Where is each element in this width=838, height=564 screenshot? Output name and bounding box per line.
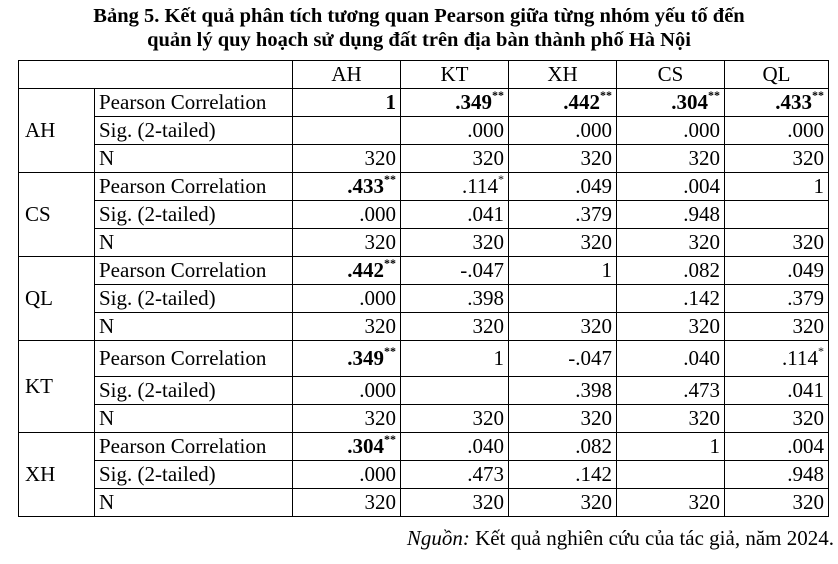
value-cell [509, 145, 617, 173]
value-cell [509, 489, 617, 517]
value-cell [401, 405, 509, 433]
value-cell [293, 145, 401, 173]
cell-value: 320 [364, 146, 396, 170]
value-cell [509, 229, 617, 257]
value-cell [401, 229, 509, 257]
row-label: Pearson Correlation [95, 257, 293, 285]
value-cell [401, 201, 509, 229]
value-cell [617, 89, 725, 117]
value-cell [725, 89, 829, 117]
value-cell [509, 433, 617, 461]
value-cell [401, 285, 509, 313]
value-cell [509, 201, 617, 229]
significance-marker: ** [492, 88, 504, 102]
cell-value: 320 [688, 490, 720, 514]
cell-value: 320 [364, 314, 396, 338]
row-label: N [95, 489, 293, 517]
cell-value: 320 [792, 406, 824, 430]
group-label: CS [19, 173, 95, 257]
value-cell [725, 341, 829, 377]
cell-value: 320 [580, 314, 612, 338]
cell-value: -.047 [460, 258, 504, 282]
cell-value: -.047 [568, 346, 612, 370]
significance-marker: ** [384, 432, 396, 446]
value-cell [293, 341, 401, 377]
cell-value: .000 [787, 118, 824, 142]
value-cell [509, 257, 617, 285]
significance-marker: ** [384, 256, 396, 270]
cell-value: .041 [467, 202, 504, 226]
value-cell [293, 229, 401, 257]
header-xh: XH [509, 61, 617, 89]
table-title-line-2: quản lý quy hoạch sử dụng đất trên địa bàn thành phố Hà Nội [147, 29, 691, 51]
cell-value: .040 [683, 346, 720, 370]
cell-value: 320 [472, 490, 504, 514]
value-cell [401, 489, 509, 517]
value-cell [401, 89, 509, 117]
value-cell [509, 405, 617, 433]
cell-value: 320 [688, 314, 720, 338]
value-cell [725, 461, 829, 489]
header-cs: CS [617, 61, 725, 89]
value-cell [617, 313, 725, 341]
row-label: N [95, 313, 293, 341]
value-cell [617, 461, 725, 489]
table-title-line-1: Bảng 5. Kết quả phân tích tương quan Pearson giữa từng nhóm yếu tố đến [93, 5, 745, 27]
value-cell [725, 285, 829, 313]
cell-value: .398 [575, 378, 612, 402]
cell-value: .304 [671, 90, 708, 114]
cell-value: 320 [792, 314, 824, 338]
cell-value: .349 [455, 90, 492, 114]
value-cell [617, 145, 725, 173]
value-cell [617, 229, 725, 257]
value-cell [509, 377, 617, 405]
value-cell [725, 433, 829, 461]
value-cell [293, 201, 401, 229]
significance-marker: * [498, 172, 504, 186]
table-row [19, 313, 829, 341]
cell-value: .349 [347, 346, 384, 370]
value-cell [401, 433, 509, 461]
cell-value: 320 [580, 406, 612, 430]
value-cell [617, 173, 725, 201]
cell-value: .004 [683, 174, 720, 198]
cell-value: .000 [575, 118, 612, 142]
row-label: N [95, 405, 293, 433]
value-cell [617, 341, 725, 377]
value-cell [293, 461, 401, 489]
cell-value: .379 [787, 286, 824, 310]
source-note [407, 526, 834, 551]
row-label: Pearson Correlation [95, 341, 293, 377]
cell-value: .433 [347, 174, 384, 198]
table-row [19, 285, 829, 313]
cell-value: 320 [580, 230, 612, 254]
value-cell [293, 117, 401, 145]
value-cell [617, 489, 725, 517]
group-label: KT [19, 341, 95, 433]
cell-value: 320 [472, 230, 504, 254]
row-label: Sig. (2-tailed) [95, 377, 293, 405]
cell-value: .114 [462, 174, 498, 198]
cell-value: 320 [688, 406, 720, 430]
value-cell [401, 461, 509, 489]
cell-value: .142 [683, 286, 720, 310]
table-row [19, 173, 829, 201]
value-cell [509, 313, 617, 341]
cell-value: 320 [472, 146, 504, 170]
cell-value: 1 [813, 174, 824, 198]
row-label: Sig. (2-tailed) [95, 285, 293, 313]
cell-value: .114 [782, 346, 818, 370]
value-cell [293, 173, 401, 201]
value-cell [401, 313, 509, 341]
header-ah: AH [293, 61, 401, 89]
cell-value: .000 [359, 202, 396, 226]
cell-value: .398 [467, 286, 504, 310]
group-label: QL [19, 257, 95, 341]
group-label: AH [19, 89, 95, 173]
significance-marker: ** [384, 344, 396, 358]
value-cell [617, 257, 725, 285]
cell-value: .004 [787, 434, 824, 458]
cell-value: .473 [683, 378, 720, 402]
cell-value: 320 [364, 490, 396, 514]
value-cell [509, 173, 617, 201]
value-cell [293, 257, 401, 285]
cell-value: 320 [792, 230, 824, 254]
cell-value: .433 [775, 90, 812, 114]
row-label: Pearson Correlation [95, 89, 293, 117]
cell-value: .082 [575, 434, 612, 458]
cell-value: 320 [472, 406, 504, 430]
source-label: Nguồn: [406, 526, 470, 550]
cell-value: .000 [359, 286, 396, 310]
table-row [19, 117, 829, 145]
header-ql: QL [725, 61, 829, 89]
value-cell [725, 489, 829, 517]
value-cell [293, 285, 401, 313]
cell-value: 1 [709, 434, 720, 458]
value-cell [509, 285, 617, 313]
table-title [0, 4, 838, 52]
cell-value: .049 [787, 258, 824, 282]
cell-value: .379 [575, 202, 612, 226]
row-label: N [95, 229, 293, 257]
value-cell [401, 117, 509, 145]
value-cell [509, 117, 617, 145]
row-label: N [95, 145, 293, 173]
value-cell [401, 257, 509, 285]
value-cell [725, 377, 829, 405]
value-cell [725, 145, 829, 173]
row-label: Sig. (2-tailed) [95, 461, 293, 489]
cell-value: .082 [683, 258, 720, 282]
table-row [19, 489, 829, 517]
table-body [19, 89, 829, 517]
value-cell [509, 461, 617, 489]
value-cell [293, 405, 401, 433]
cell-value: .948 [787, 462, 824, 486]
source-text: Kết quả nghiên cứu của tác giả, năm 2024. [469, 526, 834, 550]
value-cell [725, 405, 829, 433]
cell-value: 320 [580, 146, 612, 170]
value-cell [509, 341, 617, 377]
cell-value: .049 [575, 174, 612, 198]
table-row [19, 405, 829, 433]
table-row [19, 145, 829, 173]
value-cell [725, 229, 829, 257]
value-cell [617, 201, 725, 229]
value-cell [617, 405, 725, 433]
value-cell [617, 377, 725, 405]
cell-value: .040 [467, 434, 504, 458]
cell-value: .442 [347, 258, 384, 282]
correlation-table [18, 60, 829, 517]
value-cell [725, 173, 829, 201]
value-cell [401, 341, 509, 377]
value-cell [617, 285, 725, 313]
header-row [19, 61, 829, 89]
row-label: Sig. (2-tailed) [95, 117, 293, 145]
cell-value: .000 [467, 118, 504, 142]
table-row [19, 257, 829, 285]
value-cell [293, 313, 401, 341]
table-row [19, 433, 829, 461]
cell-value: 320 [364, 406, 396, 430]
table-row [19, 229, 829, 257]
cell-value: 320 [364, 230, 396, 254]
table-row [19, 201, 829, 229]
value-cell [293, 89, 401, 117]
cell-value: 320 [472, 314, 504, 338]
table-row [19, 341, 829, 377]
value-cell [617, 117, 725, 145]
cell-value: .000 [359, 378, 396, 402]
header-empty-cell [19, 61, 293, 89]
table-row [19, 377, 829, 405]
cell-value: 320 [580, 490, 612, 514]
value-cell [293, 377, 401, 405]
cell-value: .442 [563, 90, 600, 114]
value-cell [401, 145, 509, 173]
significance-marker: ** [812, 88, 824, 102]
cell-value: .948 [683, 202, 720, 226]
significance-marker: ** [708, 88, 720, 102]
row-label: Pearson Correlation [95, 433, 293, 461]
value-cell [617, 433, 725, 461]
row-label: Sig. (2-tailed) [95, 201, 293, 229]
value-cell [725, 117, 829, 145]
cell-value: .142 [575, 462, 612, 486]
value-cell [725, 257, 829, 285]
significance-marker: ** [384, 172, 396, 186]
group-label: XH [19, 433, 95, 517]
cell-value: 1 [385, 90, 396, 114]
value-cell [401, 377, 509, 405]
cell-value: 1 [493, 346, 504, 370]
significance-marker: * [818, 344, 824, 358]
cell-value: .473 [467, 462, 504, 486]
cell-value: 320 [792, 490, 824, 514]
value-cell [401, 173, 509, 201]
cell-value: 320 [792, 146, 824, 170]
value-cell [509, 89, 617, 117]
table-row [19, 89, 829, 117]
cell-value: .000 [359, 462, 396, 486]
cell-value: 320 [688, 230, 720, 254]
significance-marker: ** [600, 88, 612, 102]
cell-value: .041 [787, 378, 824, 402]
cell-value: .000 [683, 118, 720, 142]
cell-value: 1 [601, 258, 612, 282]
value-cell [293, 433, 401, 461]
table-row [19, 461, 829, 489]
row-label: Pearson Correlation [95, 173, 293, 201]
value-cell [725, 201, 829, 229]
value-cell [725, 313, 829, 341]
cell-value: .304 [347, 434, 384, 458]
cell-value: 320 [688, 146, 720, 170]
header-kt: KT [401, 61, 509, 89]
value-cell [293, 489, 401, 517]
